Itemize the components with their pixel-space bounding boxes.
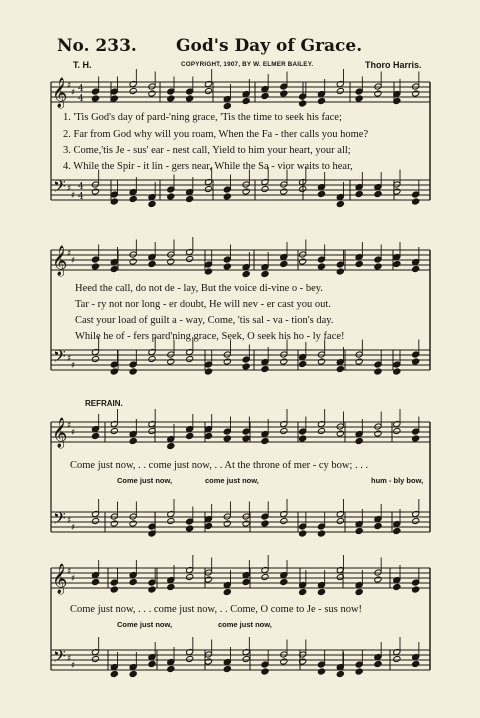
notehead [167, 665, 175, 672]
notehead [167, 358, 175, 365]
notehead [280, 188, 288, 195]
notehead [299, 588, 307, 595]
notehead [355, 588, 363, 595]
notehead [261, 92, 269, 99]
refrain-line-2: Come just now, . . . come just now, . . Come, O come to Je - sus now! [70, 604, 363, 615]
time-signature: 4 [78, 182, 84, 192]
notehead [204, 185, 212, 192]
notehead [148, 586, 156, 593]
notehead [412, 90, 420, 97]
notehead [261, 573, 269, 580]
notehead [317, 190, 325, 197]
notehead [374, 576, 382, 583]
notehead [393, 260, 401, 267]
notehead [280, 358, 288, 365]
notehead [299, 435, 307, 442]
notehead [186, 95, 194, 102]
bass-clef: 𝄢 [53, 646, 66, 670]
notehead [317, 427, 325, 434]
notehead [223, 102, 231, 109]
key-signature-sharp: ♯ [71, 661, 76, 671]
notehead [223, 193, 231, 200]
treble-clef: 𝄞 [52, 564, 68, 594]
notehead [204, 368, 212, 375]
notehead [223, 520, 231, 527]
notehead [412, 198, 420, 205]
time-signature: 4 [78, 192, 84, 202]
notehead [167, 193, 175, 200]
notehead [336, 87, 344, 94]
bass-clef: 𝄢 [53, 508, 66, 532]
hymn-title: God's Day of Grace. [176, 36, 363, 56]
refrain-cue: hum - bly bow, [371, 476, 424, 485]
notehead [412, 517, 420, 524]
notehead [299, 530, 307, 537]
verse-1-line-1: 1. 'Tis God's day of pard-'ning grace, 'Tis the time to seek his face; [63, 112, 342, 123]
notehead [167, 95, 175, 102]
notehead [129, 195, 137, 202]
notehead [110, 427, 118, 434]
copyright-notice: COPYRIGHT, 1907, BY W. ELMER BAILEY. [181, 61, 314, 68]
refrain-cue: come just now, [218, 620, 272, 629]
notehead [317, 263, 325, 270]
notehead [148, 90, 156, 97]
notehead [110, 520, 118, 527]
notehead [110, 265, 118, 272]
notehead [280, 578, 288, 585]
notehead [261, 668, 269, 675]
notehead [91, 655, 99, 662]
notehead [204, 658, 212, 665]
time-signature: 4 [78, 94, 84, 104]
key-signature-sharp: ♯ [67, 654, 72, 664]
notehead [336, 670, 344, 677]
notehead [91, 188, 99, 195]
notehead [110, 368, 118, 375]
key-signature-sharp: ♯ [71, 428, 76, 438]
notehead [204, 87, 212, 94]
notehead [242, 655, 250, 662]
refrain-cue: Come just now, [117, 620, 173, 629]
notehead [242, 363, 250, 370]
verse-1-line-2: Heed the call, do not de - lay, But the voice di-vine o - bey. [75, 283, 323, 294]
notehead [223, 665, 231, 672]
notehead [223, 435, 231, 442]
refrain-cue: come just now, [205, 476, 259, 485]
notehead [317, 530, 325, 537]
notehead [280, 427, 288, 434]
notehead [204, 268, 212, 275]
notehead [393, 527, 401, 534]
notehead [374, 190, 382, 197]
notehead [336, 200, 344, 207]
notehead [91, 355, 99, 362]
notehead [204, 576, 212, 583]
notehead [374, 430, 382, 437]
notehead [280, 90, 288, 97]
notehead [374, 368, 382, 375]
notehead [110, 586, 118, 593]
notehead [186, 573, 194, 580]
notehead [186, 255, 194, 262]
notehead [186, 195, 194, 202]
notehead [336, 517, 344, 524]
notehead [91, 263, 99, 270]
notehead [261, 270, 269, 277]
key-signature-sharp: ♯ [71, 191, 76, 201]
treble-clef: 𝄞 [52, 78, 68, 108]
notehead [280, 517, 288, 524]
bass-clef: 𝄢 [53, 176, 66, 200]
key-signature-sharp: ♯ [71, 523, 76, 533]
notehead [129, 437, 137, 444]
notehead [204, 432, 212, 439]
notehead [336, 430, 344, 437]
notehead [242, 578, 250, 585]
notehead [261, 437, 269, 444]
notehead [148, 200, 156, 207]
refrain-line-1: Come just now, . . come just now, . . At the throne of mer - cy bow; . . . [70, 460, 369, 471]
notehead [393, 655, 401, 662]
notehead [374, 90, 382, 97]
notehead [299, 100, 307, 107]
notehead [261, 185, 269, 192]
notehead [355, 190, 363, 197]
notehead [167, 517, 175, 524]
notehead [355, 260, 363, 267]
key-signature-sharp: ♯ [71, 361, 76, 371]
notehead [374, 522, 382, 529]
notehead [129, 520, 137, 527]
notehead [242, 188, 250, 195]
notehead [261, 365, 269, 372]
notehead [129, 578, 137, 585]
notehead [412, 265, 420, 272]
notehead [374, 263, 382, 270]
notehead [336, 365, 344, 372]
notehead [148, 660, 156, 667]
notehead [129, 670, 137, 677]
notehead [355, 437, 363, 444]
notehead [242, 97, 250, 104]
notehead [317, 588, 325, 595]
key-signature-sharp: ♯ [67, 249, 72, 259]
notehead [355, 358, 363, 365]
notehead [91, 95, 99, 102]
refrain-cue: Come just now, [117, 476, 173, 485]
notehead [223, 263, 231, 270]
time-signature: 4 [78, 84, 84, 94]
notehead [204, 522, 212, 529]
notehead [299, 258, 307, 265]
notehead [186, 655, 194, 662]
key-signature-sharp: ♯ [67, 567, 72, 577]
notehead [186, 355, 194, 362]
notehead [129, 87, 137, 94]
bass-clef: 𝄢 [53, 346, 66, 370]
notehead [393, 427, 401, 434]
notehead [148, 260, 156, 267]
notehead [374, 660, 382, 667]
verse-4-line-1: 4. While the Spir - it lin - gers near, While the Sa - vior waits to hear, [63, 161, 353, 172]
notehead [355, 527, 363, 534]
notehead [223, 588, 231, 595]
notehead [186, 525, 194, 532]
notehead [167, 258, 175, 265]
key-signature-sharp: ♯ [67, 516, 72, 526]
notehead [317, 668, 325, 675]
verse-2-line-1: 2. Far from God why will you roam, When the Fa - ther calls you home? [63, 129, 369, 140]
notehead [412, 586, 420, 593]
notehead [129, 368, 137, 375]
notehead [336, 268, 344, 275]
notehead [317, 358, 325, 365]
notehead [91, 578, 99, 585]
key-signature-sharp: ♯ [71, 88, 76, 98]
key-signature-sharp: ♯ [67, 421, 72, 431]
notehead [186, 432, 194, 439]
notehead [129, 258, 137, 265]
notehead [280, 658, 288, 665]
hymn-number: No. 233. [57, 36, 137, 56]
notehead [393, 368, 401, 375]
key-signature-sharp: ♯ [71, 574, 76, 584]
notehead [412, 660, 420, 667]
notehead [355, 95, 363, 102]
notehead [110, 670, 118, 677]
notehead [242, 435, 250, 442]
lyricist-credit: T. H. [73, 60, 92, 70]
notehead [393, 583, 401, 590]
notehead [412, 435, 420, 442]
notehead [167, 442, 175, 449]
treble-clef: 𝄞 [52, 246, 68, 276]
refrain-label: REFRAIN. [85, 399, 123, 408]
treble-clef: 𝄞 [52, 418, 68, 448]
notehead [299, 360, 307, 367]
notehead [355, 668, 363, 675]
notehead [261, 520, 269, 527]
key-signature-sharp: ♯ [71, 256, 76, 266]
notehead [167, 583, 175, 590]
notehead [91, 432, 99, 439]
verse-3-line-2: Cast your load of guilt a - way, Come, 'tis sal - va - tion's day. [75, 315, 334, 326]
notehead [280, 260, 288, 267]
verse-3-line-1: 3. Come,'tis Je - sus' ear - nest call, Yield to him your heart, your all; [63, 145, 351, 156]
notehead [317, 97, 325, 104]
key-signature-sharp: ♯ [67, 184, 72, 194]
notehead [242, 520, 250, 527]
key-signature-sharp: ♯ [67, 354, 72, 364]
verse-2-line-2: Tar - ry not nor long - er doubt, He will nev - er cast you out. [75, 299, 331, 310]
notehead [242, 270, 250, 277]
key-signature-sharp: ♯ [67, 81, 72, 91]
notehead [148, 530, 156, 537]
notehead [91, 517, 99, 524]
notehead [148, 355, 156, 362]
notehead [412, 358, 420, 365]
composer-credit: Thoro Harris. [365, 60, 422, 70]
verse-4-line-2: While he of - fers pard'ning grace, Seek, O seek his ho - ly face! [75, 331, 345, 342]
notehead [223, 358, 231, 365]
